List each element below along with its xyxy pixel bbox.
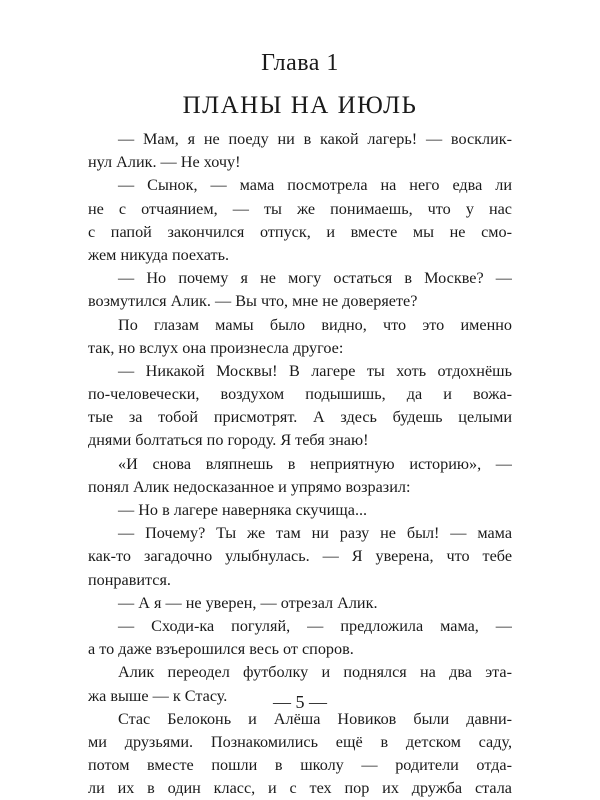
text-line: тые за тобой присмотрят. А здесь будешь целыми <box>88 408 512 427</box>
text-line: понравится. <box>88 570 171 589</box>
text-line: — Мам, я не поеду ни в какой лагерь! — восклик- <box>118 130 512 148</box>
text-line: — Сынок, — мама посмотрела на него едва ли <box>118 176 512 195</box>
text-line: так, но вслух она произнесла другое: <box>88 338 344 357</box>
text-line: ли их в один класс, и с тех пор их дружба стала <box>88 779 512 798</box>
text-line: нул Алик. — Не хочу! <box>88 153 241 172</box>
text-line: — Но почему я не могу остаться в Москве? — <box>118 269 512 288</box>
text-line: с папой закончился отпуск, и вместе мы не смо- <box>88 222 512 241</box>
text-line: — Никакой Москвы! В лагере ты хоть отдохнёшь <box>118 361 512 380</box>
text-line: а то даже взъерошился весь от споров. <box>88 640 354 659</box>
text-line: как-то загадочно улыбнулась. — Я уверена, что тебе <box>88 547 512 566</box>
text-line: — Почему? Ты же там ни разу не был! — мама <box>118 524 512 543</box>
text-line: — А я — не уверен, — отрезал Алик. <box>118 593 378 612</box>
text-line: жа выше — к Стасу. <box>88 686 228 705</box>
text-line: понял Алик недосказанное и упрямо возразил: <box>88 477 411 496</box>
text-line: жем никуда поехать. <box>88 245 230 264</box>
chapter-title: ПЛАНЫ НА ИЮЛЬ <box>182 92 418 119</box>
text-line: по-человечески, воздухом подышишь, да и вожа- <box>88 385 512 404</box>
text-line: ми друзьями. Познакомились ещё в детском саду, <box>88 732 512 751</box>
text-line: По глазам мамы было видно, что это именно <box>118 315 512 334</box>
text-line: — Сходи-ка погуляй, — предложила мама, — <box>118 616 512 635</box>
chapter-number: Глава 1 <box>261 50 339 76</box>
text-line: «И снова вляпнешь в неприятную историю», — <box>118 454 512 473</box>
page-number: — 5 — <box>273 692 327 712</box>
text-line: — Но в лагере наверняка скучища... <box>118 501 368 519</box>
text-line: Алик переодел футболку и поднялся на два эта- <box>118 663 512 682</box>
text-line: не с отчаянием, — ты же понимаешь, что у нас <box>88 199 512 218</box>
text-line: возмутился Алик. — Вы что, мне не доверяете? <box>88 292 418 311</box>
text-line: Стас Белоконь и Алёша Новиков были давни- <box>118 709 512 728</box>
text-line: потом вместе пошли в школу — родители отда- <box>88 756 512 775</box>
text-line: днями болтаться по городу. Я тебя знаю! <box>88 431 369 450</box>
